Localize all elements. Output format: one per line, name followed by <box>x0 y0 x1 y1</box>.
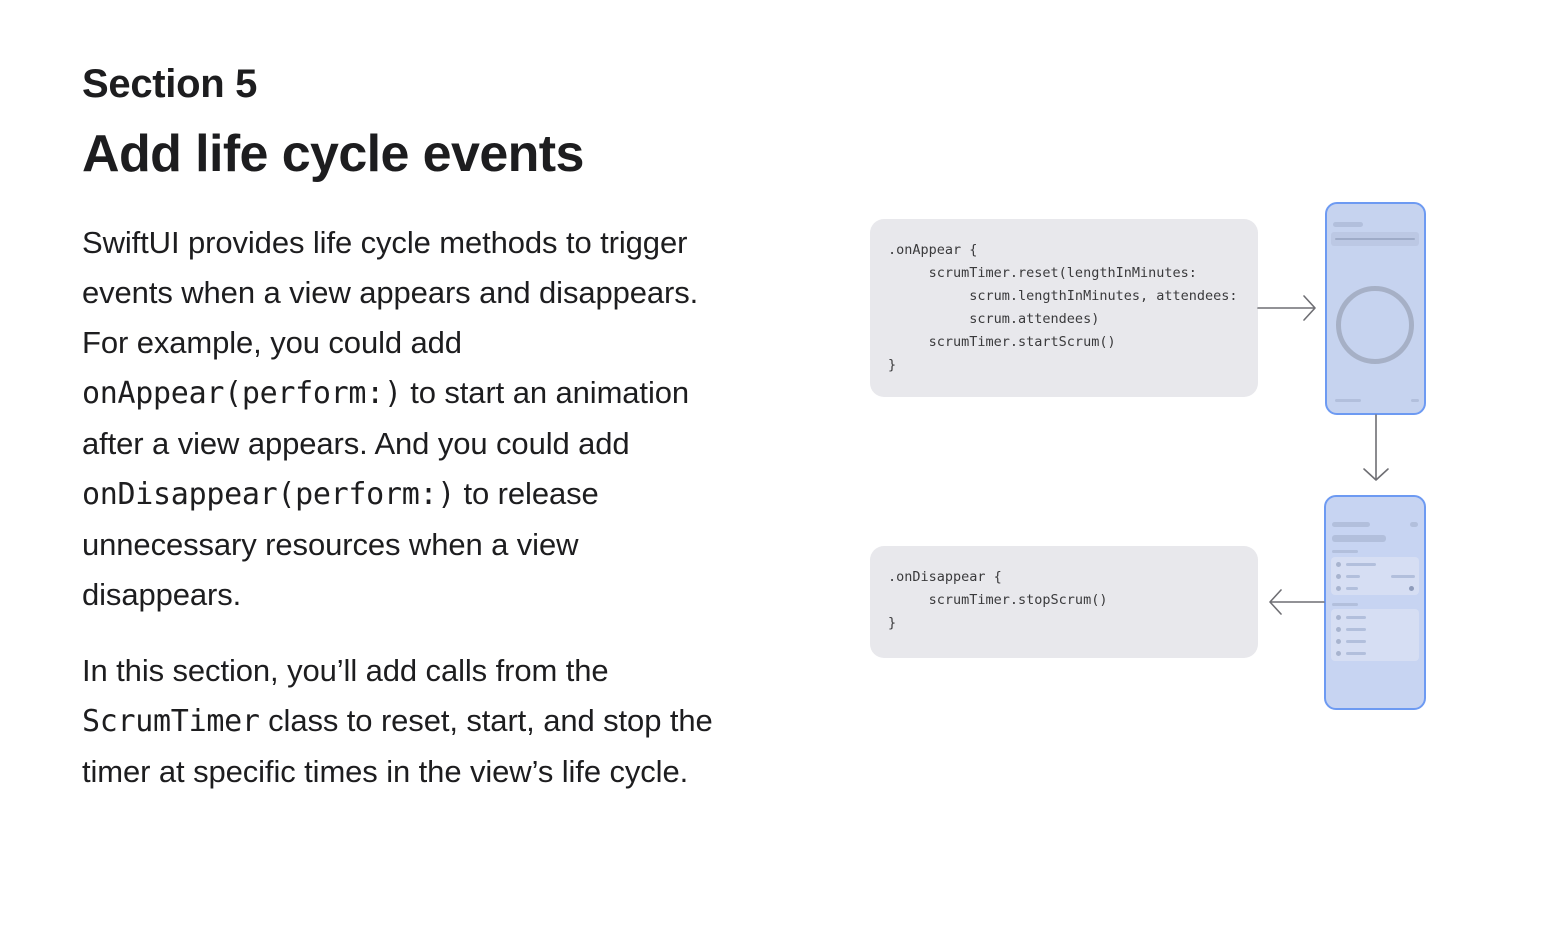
paragraph-lifecycle-methods <box>82 218 742 620</box>
paragraph-text: to release unnecessary resources when a view disappears. <box>82 476 599 612</box>
ondisappear-code: .onDisappear { scrumTimer.stopScrum() } <box>888 569 1108 631</box>
onappear-code: .onAppear { scrumTimer.reset(lengthInMinutes: scrum.lengthInMinutes, attendees: scrum.attendees) scrumTimer.startScrum() } <box>888 242 1238 373</box>
inline-code-onappear: onAppear(perform:) <box>82 376 402 411</box>
arrow-down-icon <box>1364 415 1388 480</box>
inline-code-ondisappear: onDisappear(perform:) <box>82 477 455 512</box>
paragraph-section-intro <box>82 646 742 797</box>
section-title: Add life cycle events <box>82 125 584 183</box>
lifecycle-diagram <box>860 190 1460 730</box>
paragraph-text: SwiftUI provides life cycle methods to trigger events when a view appears and disappears. For example, you could add <box>82 225 699 360</box>
flow-arrows <box>860 190 1460 730</box>
article-text <box>82 56 742 823</box>
arrow-right-icon <box>1258 296 1315 320</box>
arrow-left-icon <box>1270 590 1324 614</box>
section-number: Section 5 <box>82 62 258 106</box>
paragraph-text: to start an animation after a view appears. And you could add <box>82 375 690 461</box>
paragraph-text: In this section, you’ll add calls from the <box>82 653 609 688</box>
paragraph-text: class to reset, start, and stop the timer at specific times in the view’s life cycle. <box>82 703 713 789</box>
inline-code-scrumtimer: ScrumTimer <box>82 704 260 739</box>
